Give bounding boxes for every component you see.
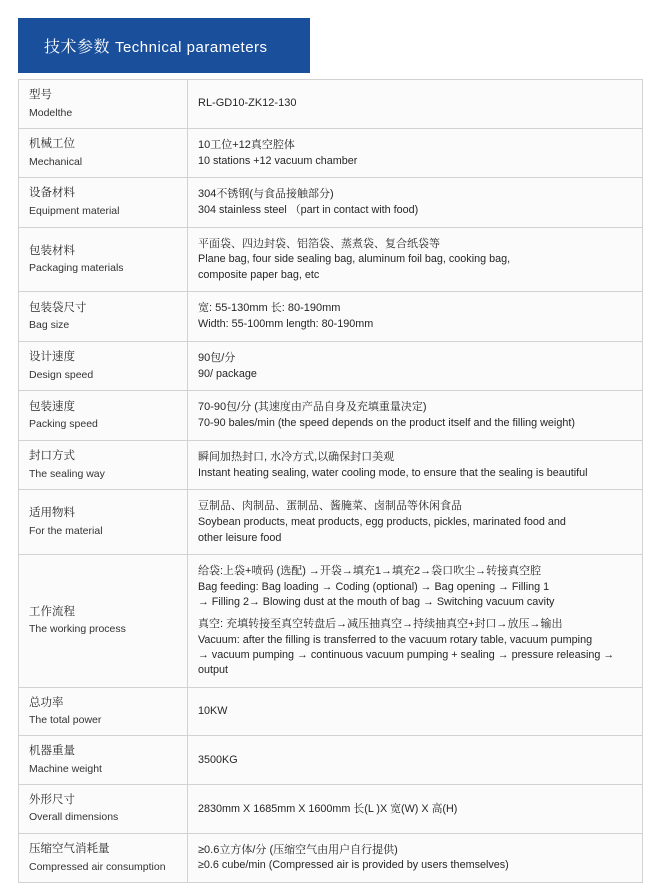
row-value [188,687,643,736]
value-line: ≥0.6立方体/分 (压缩空气由用户自行提供) [198,843,398,856]
value-line: Vacuum: after the filling is transferred to the vacuum rotary table, vacuum pumping [198,633,593,646]
table-row [19,80,643,129]
value-line: 304不锈钢(与食品接触部分) [198,188,334,201]
value-line: 宽: 55-130mm 长: 80-190mm [198,302,341,315]
value-line: 真空: 充填转接至真空转盘后→减压抽真空→持续抽真空+封口→放压→输出 [198,618,563,631]
specifications-table-body [19,80,643,883]
process-block-vacuum [198,617,632,678]
value-line: 10 stations +12 vacuum chamber [198,154,358,167]
value-line: ≥0.6 cube/min (Compressed air is provided by users themselves) [198,859,509,872]
value-line: 平面袋、四边封袋、铝箔袋、蒸煮袋、复合纸袋等 [198,237,440,250]
table-row [19,391,643,440]
row-label-en: Modelthe [29,106,73,119]
value-line: 90包/分 [198,351,236,364]
table-row [19,292,643,341]
value-line: → Filling 2→ Blowing dust at the mouth of bag → Switching vacuum cavity [198,596,555,609]
row-value [188,833,643,882]
row-value [188,736,643,785]
row-label [19,490,188,555]
row-label-cn: 外形尺寸 [29,793,75,806]
row-value [188,440,643,489]
value-line: 10KW [198,705,228,718]
value-line: 瞬间加热封口, 水冷方式,以确保封口美观 [198,450,395,463]
row-label [19,341,188,390]
value-line: composite paper bag, etc [198,268,320,281]
page-title-en: Technical parameters [114,39,268,56]
row-label [19,227,188,292]
table-row [19,178,643,227]
table-row [19,440,643,489]
row-label-cn: 工作流程 [29,605,75,618]
row-value [188,391,643,440]
row-label-en: Design speed [29,368,94,381]
value-line: 10工位+12真空腔体 [198,138,295,151]
row-label-cn: 设备材料 [29,187,75,200]
row-label-cn: 包装袋尺寸 [29,301,87,314]
row-label-cn: 包装材料 [29,244,75,257]
row-label-cn: 型号 [29,89,52,101]
row-label [19,736,188,785]
value-line: → vacuum pumping → continuous vacuum pumping + sealing → pressure releasing → output [198,649,615,676]
row-label [19,391,188,440]
row-label [19,292,188,341]
row-label-en: The working process [29,623,126,636]
row-value [188,227,643,292]
row-value [188,341,643,390]
row-value [188,292,643,341]
row-label [19,687,188,736]
value-line: 90/ package [198,367,257,380]
row-label [19,833,188,882]
row-label-en: Machine weight [29,762,102,775]
row-value [188,80,643,129]
row-label [19,784,188,833]
table-row [19,784,643,833]
row-label-en: Equipment material [29,204,120,217]
value-line: 给袋:上袋+喷码 (选配) →开袋→填充1→填充2→袋口吹尘→转接真空腔 [198,565,542,578]
row-value [188,178,643,227]
row-value [188,784,643,833]
row-label-en: Packing speed [29,418,98,431]
process-block-bag-feeding [198,564,632,610]
row-label-cn: 机器重量 [29,745,75,758]
row-label [19,178,188,227]
table-row [19,490,643,555]
row-label [19,440,188,489]
row-label-en: Compressed air consumption [29,860,166,873]
row-label [19,80,188,129]
value-line: RL-GD10-ZK12-130 [198,97,297,110]
value-line: 304 stainless steel （part in contact with food) [198,203,419,216]
row-label-cn: 设计速度 [29,351,75,364]
row-label-en: The sealing way [29,467,105,480]
row-label-cn: 机械工位 [29,138,75,151]
value-line: Bag feeding: Bag loading → Coding (optional) → Bag opening → Filling 1 [198,580,550,593]
table-row [19,128,643,177]
table-row [19,833,643,882]
specifications-table [18,79,643,883]
value-line: Soybean products, meat products, egg products, pickles, marinated food and [198,515,566,528]
value-line: 70-90包/分 (其速度由产品自身及充填重量决定) [198,401,427,414]
row-label-cn: 总功率 [29,696,64,709]
row-label-en: The total power [29,714,102,727]
row-label-cn: 适用物料 [29,507,75,520]
row-value [188,128,643,177]
value-line: Width: 55-100mm length: 80-190mm [198,318,374,331]
row-label-cn: 封口方式 [29,450,75,463]
table-row [19,341,643,390]
row-label-cn: 包装速度 [29,400,75,413]
value-line: 70-90 bales/min (the speed depends on the product itself and the filling weight) [198,417,575,430]
row-label-cn: 压缩空气消耗量 [29,842,110,855]
row-label-en: Packaging materials [29,262,124,275]
value-line: 豆制品、肉制品、蛋制品、酱腌菜、卤制品等休闲食品 [198,500,462,513]
row-label-en: Bag size [29,319,70,332]
row-value [188,490,643,555]
value-line: Instant heating sealing, water cooling mode, to ensure that the sealing is beautiful [198,466,588,479]
table-row [19,687,643,736]
row-value [188,555,643,688]
page-title [18,18,310,73]
value-line: other leisure food [198,531,282,544]
value-line: 2830mm X 1685mm X 1600mm 长(L )X 宽(W) X 高(H) [198,802,458,815]
table-row [19,555,643,688]
row-label-en: Mechanical [29,155,83,168]
page-title-cn: 技术参数 [44,39,111,56]
value-line: 3500KG [198,753,238,766]
row-label [19,128,188,177]
row-label-en: For the material [29,524,103,537]
row-label [19,555,188,688]
value-line: Plane bag, four side sealing bag, aluminum foil bag, cooking bag, [198,253,511,266]
table-row [19,736,643,785]
table-row [19,227,643,292]
row-label-en: Overall dimensions [29,811,119,824]
